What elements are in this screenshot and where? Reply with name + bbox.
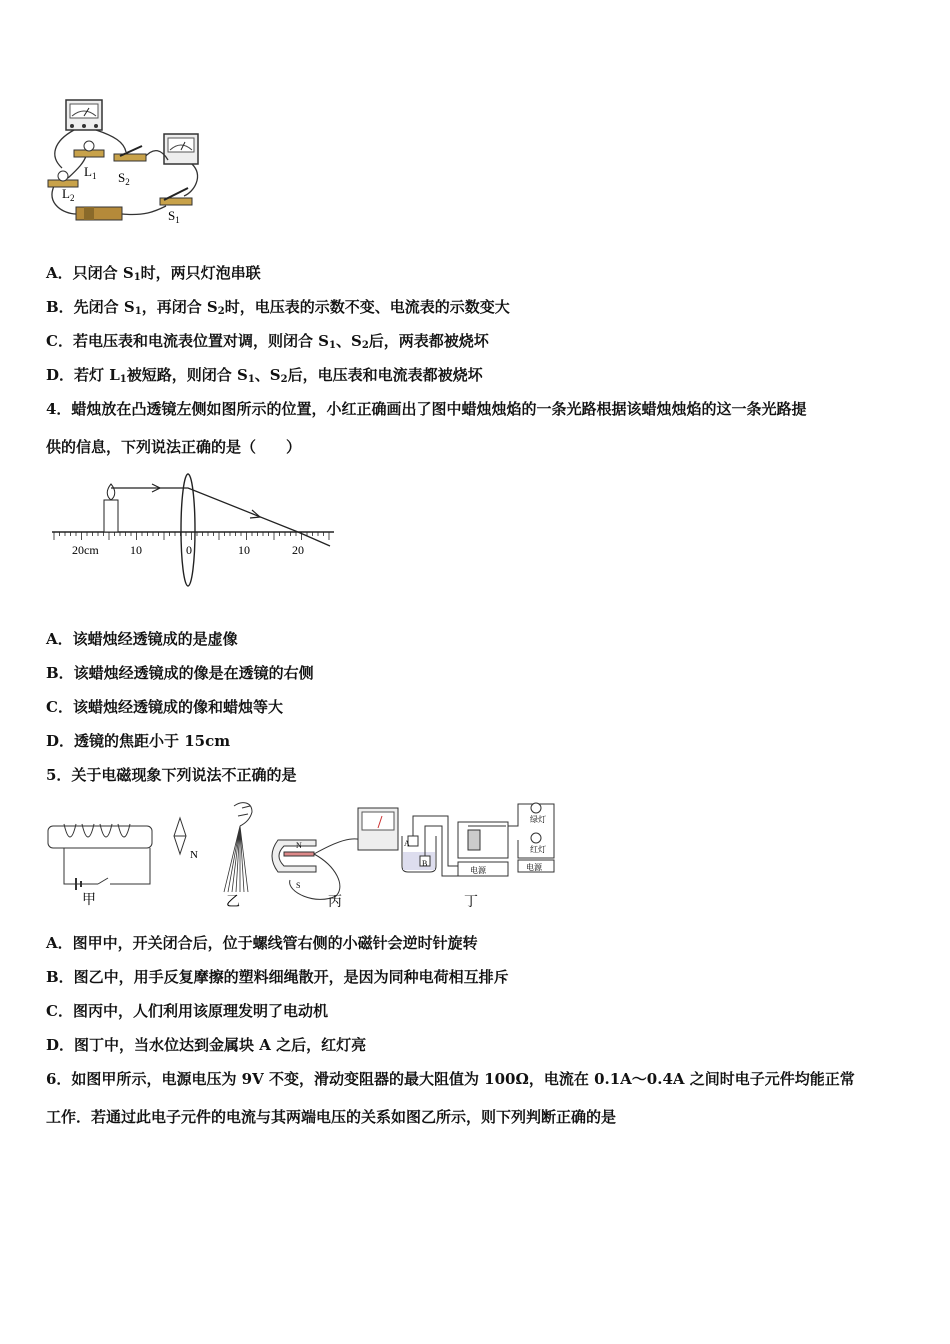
q4-option-b: B．该蜡烛经透镜成的像是在透镜的右侧 <box>46 664 314 682</box>
switch-s2 <box>114 146 146 161</box>
ruler-label-10-left: 10 <box>130 543 142 557</box>
q4-option-d: D．透镜的焦距小于 15cm <box>46 732 231 750</box>
compass-label-n: N <box>190 849 198 861</box>
ruler-label-20: 20 <box>292 543 304 557</box>
label-l1: $L_1$ <box>84 164 97 181</box>
figure-bing-magnet <box>272 808 398 899</box>
caption-bing: 丙 <box>328 895 342 910</box>
candle <box>104 484 118 532</box>
q3-option-a: A．只闭合 $S_1$时，两只灯泡串联 <box>46 264 261 283</box>
caption-jia: 甲 <box>82 893 96 908</box>
q4-option-a: A．该蜡烛经透镜成的是虚像 <box>46 630 238 648</box>
relay-label-a: A <box>404 839 410 848</box>
ruler-label-20cm: 20cm <box>72 543 99 557</box>
q4-stem-line1: 4．蜡烛放在凸透镜左侧如图所示的位置，小红正确画出了图中蜡烛烛焰的一条光路根据该蜡烛烛焰的这一条光路提 <box>46 400 807 418</box>
lens-figure <box>46 470 346 590</box>
q6-stem-line2: 工作．若通过此电子元件的电流与其两端电压的关系如图乙所示，则下列判断正确的是 <box>46 1108 617 1126</box>
q6-stem-line1: 6．如图甲所示，电源电压为 9V 不变，滑动变阻器的最大阻值为 100Ω，电流在 0.1A～0.4A 之间时电子元件均能正常 <box>46 1070 855 1088</box>
figure-yi-strings <box>224 803 252 892</box>
figure-jia-solenoid <box>48 824 152 890</box>
ruler-label-10-right: 10 <box>238 543 250 557</box>
magnet-label-n: N <box>296 841 302 850</box>
compass-needle <box>174 818 186 854</box>
label-l2: $L_2$ <box>62 186 75 203</box>
q3-option-d: D．若灯 $L_1$被短路，则闭合 $S_1$、$S_2$后，电压表和电流表都被烧坏 <box>46 366 483 385</box>
q5-option-c: C．图丙中，人们利用该原理发明了电动机 <box>46 1002 328 1020</box>
magnet-label-s: S <box>296 881 301 890</box>
q5-option-b: B．图乙中，用手反复摩擦的塑料细绳散开，是因为同种电荷相互排斥 <box>46 968 509 986</box>
voltmeter <box>66 100 102 130</box>
caption-yi: 乙 <box>226 895 240 910</box>
ammeter <box>164 134 198 164</box>
circuit-figure <box>44 96 204 228</box>
relay-label-power-2: 电源 <box>526 863 542 872</box>
q3-option-c: C．若电压表和电流表位置对调，则闭合 $S_1$、$S_2$后，两表都被烧坏 <box>46 332 489 351</box>
ruler-label-0: 0 <box>186 543 192 557</box>
q5-option-d: D．图丁中，当水位达到金属块 A 之后，红灯亮 <box>46 1036 367 1054</box>
q5-option-a: A．图甲中，开关闭合后，位于螺线管右侧的小磁针会逆时针旋转 <box>46 934 478 952</box>
label-s1: $S_1$ <box>168 208 180 225</box>
q5-stem: 5．关于电磁现象下列说法不正确的是 <box>46 766 297 784</box>
lamp-l1 <box>74 141 104 157</box>
relay-label-green-lamp: 绿灯 <box>530 815 546 824</box>
light-ray <box>111 488 330 546</box>
relay-label-red-lamp: 红灯 <box>530 845 546 854</box>
switch-s1 <box>160 188 192 205</box>
q4-option-c: C．该蜡烛经透镜成的像和蜡烛等大 <box>46 698 283 716</box>
relay-label-power-1: 电源 <box>470 866 486 875</box>
relay-label-b: B <box>422 859 428 868</box>
caption-ding: 丁 <box>464 895 478 910</box>
q4-stem-line2: 供的信息，下列说法正确的是（ ） <box>46 438 302 456</box>
battery <box>76 207 122 220</box>
ruler-ticks <box>54 532 329 540</box>
convex-lens <box>181 474 195 586</box>
label-s2: $S_2$ <box>118 170 130 187</box>
electromagnetism-figures <box>46 796 566 912</box>
q3-option-b: B．先闭合 $S_1$，再闭合 $S_2$时，电压表的示数不变、电流表的示数变大 <box>46 298 510 317</box>
